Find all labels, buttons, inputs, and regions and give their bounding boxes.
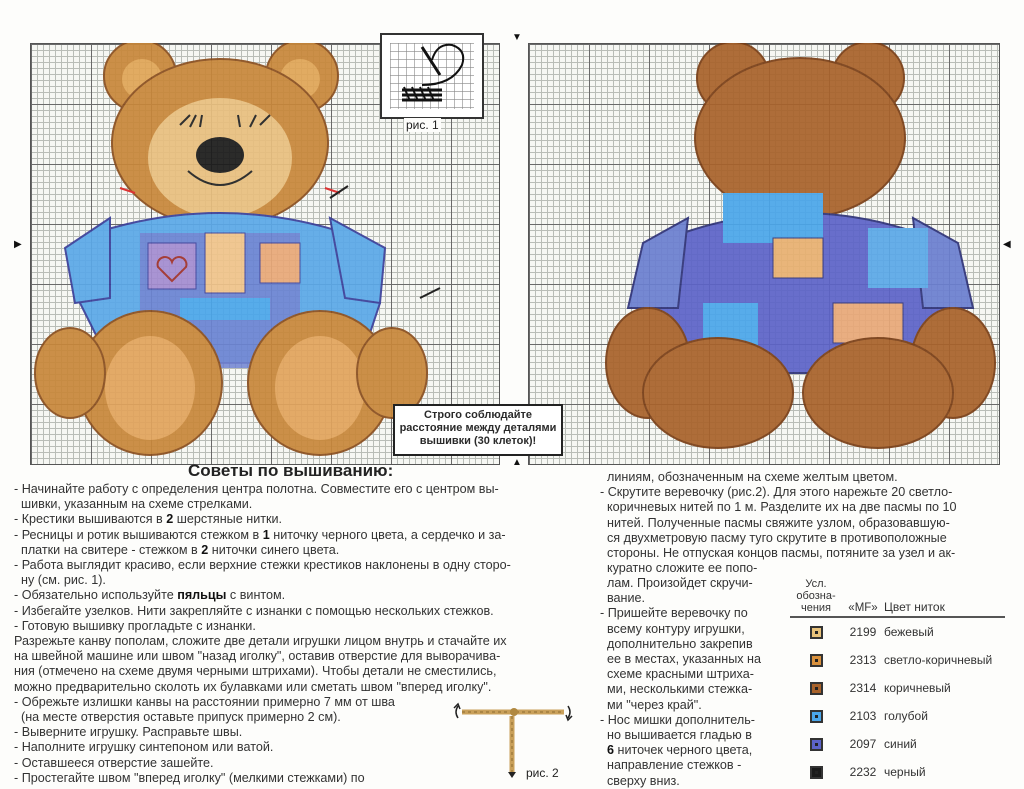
tip-line: лам. Произойдет скручи-	[600, 576, 753, 590]
legend-row	[790, 730, 1005, 758]
legend-row	[790, 618, 1005, 646]
tip-line: - Выверните игрушку. Расправьте швы.	[14, 725, 243, 740]
legend-row	[790, 674, 1005, 702]
tip-line: 6 ниточек черного цвета,	[607, 743, 753, 758]
figure-2-label: рис. 2	[526, 766, 559, 780]
spacing-note	[393, 404, 563, 456]
thread-color-name: коричневый	[884, 681, 951, 695]
tip-line: - Простегайте швом "вперед иголку" (мелкими стежками) по	[14, 770, 365, 785]
tip-line: дополнительно закрепив	[600, 636, 753, 651]
color-swatch	[810, 766, 823, 779]
tip-line: шивки, указанным на схеме стрелками.	[14, 497, 253, 512]
tip-line: (на месте отверстия оставьте припуск примерно 2 см).	[14, 710, 341, 725]
spacing-note-line: Строго соблюдайте	[424, 409, 532, 421]
thread-color-legend	[790, 570, 1005, 786]
center-arrow-left-icon: ▶	[14, 239, 22, 250]
thread-number: 2232	[849, 765, 877, 779]
legend-header	[790, 570, 1005, 618]
thread-number: 2314	[849, 681, 877, 695]
legend-header-symbol: Усл. обозна- чения	[796, 578, 836, 614]
thread-number: 2313	[849, 653, 877, 667]
center-arrow-right-icon: ◀	[1003, 239, 1011, 250]
tip-line: - Скрутите веревочку (рис.2). Для этого нарежьте 20 светло-	[600, 485, 953, 500]
center-arrow-top-icon: ▼	[512, 32, 522, 43]
tips-column-right-top	[600, 470, 1015, 576]
tip-line: - Обрежьте излишки канвы на расстоянии примерно 7 мм от шва	[14, 694, 395, 709]
thread-number: 2199	[849, 625, 877, 639]
tip-line: но вышивается гладью в	[600, 728, 752, 743]
legend-header-mf: «MF»	[848, 602, 878, 614]
color-swatch	[810, 626, 823, 639]
tip-line: - Крестики вышиваются в 2 шерстяные нитки.	[14, 512, 283, 527]
tip-line: схеме красными штриха-	[600, 667, 754, 682]
color-swatch	[810, 654, 823, 667]
thread-color-name: светло-коричневый	[884, 653, 993, 667]
thread-color-name: черный	[884, 765, 926, 779]
color-swatch	[810, 710, 823, 723]
tips-title: Советы по вышиванию:	[188, 461, 394, 480]
tip-line: - Наполните игрушку синтепоном или ватой.	[14, 740, 274, 755]
tip-line: можно предварительно сколоть их булавками или сметать швом "вперед иголку".	[14, 679, 492, 694]
thread-color-name: бежевый	[884, 625, 934, 639]
legend-row	[790, 646, 1005, 674]
tip-line: - Ресницы и ротик вышиваются стежком в 1 ниточку черного цвета, а сердечко и за-	[14, 527, 506, 542]
tip-line: нитей. Полученные пасмы свяжите узлом, образовавшую-	[600, 515, 950, 530]
tip-line: - Оставшееся отверстие зашейте.	[14, 755, 214, 770]
stitch-direction-icon	[382, 35, 482, 117]
spacing-note-line: вышивки (30 клеток)!	[419, 435, 537, 447]
spacing-note-line: расстояние между деталями	[399, 422, 557, 434]
tip-line: - Готовую вышивку прогладьте с изнанки.	[14, 618, 256, 633]
thread-number: 2097	[849, 737, 877, 751]
bear-back-pattern	[528, 43, 998, 463]
tip-line: вание.	[600, 591, 646, 606]
tip-line: коричневых нитей по 1 м. Разделите их на две пасмы по 10	[600, 500, 957, 515]
tip-line: ния (отмечено на схеме двумя черными штрихами). Чтобы детали не сместились,	[14, 664, 497, 679]
tip-line: ее в местах, указанных на	[600, 652, 762, 667]
tip-line: сверху вниз.	[600, 773, 680, 788]
tip-line: - Нос мишки дополнитель-	[600, 712, 755, 727]
tip-line: на швейной машине или швом "назад иголку", оставив отверстие для выворачива-	[14, 649, 501, 664]
tip-line: ся двухметровую пасму туго скрутите в противоположные	[600, 530, 947, 545]
tips-column-right-bottom	[600, 576, 790, 789]
tip-line: ми "через край".	[600, 697, 702, 712]
figure-1-label: рис. 1	[406, 118, 439, 132]
tip-line: - Пришейте веревочку по	[600, 606, 748, 621]
center-arrow-bottom-icon: ▲	[512, 457, 522, 468]
tip-line: линиям, обозначенным на схеме желтым цветом.	[600, 470, 898, 484]
tip-line: - Обязательно используйте пяльцы с винтом.	[14, 588, 286, 603]
tip-line: платки на свитере - стежком в 2 ниточки синего цвета.	[14, 542, 340, 557]
legend-header-color: Цвет ниток	[884, 600, 945, 614]
legend-row	[790, 702, 1005, 730]
thread-number: 2103	[849, 709, 877, 723]
legend-row	[790, 758, 1005, 786]
tip-line: - Начинайте работу с определения центра полотна. Совместите его с центром вы-	[14, 482, 499, 496]
tip-line: всему контуру игрушки,	[600, 621, 745, 636]
thread-color-name: синий	[884, 737, 917, 751]
tip-line: Разрежьте канву пополам, сложите две детали игрушки лицом внутрь и стачайте их	[14, 634, 507, 649]
tip-line: куратно сложите ее попо-	[600, 561, 758, 576]
tip-line: - Избегайте узелков. Нити закрепляйте с изнанки с помощью нескольких стежков.	[14, 603, 494, 618]
thread-color-name: голубой	[884, 709, 928, 723]
figure-1-stitch-diagram	[380, 33, 484, 119]
tip-line: стороны. Не отпуская концов пасмы, потяните за узел и ак-	[600, 546, 956, 561]
tip-line: направление стежков -	[600, 758, 742, 773]
color-swatch	[810, 738, 823, 751]
tip-line: - Работа выглядит красиво, если верхние стежки крестиков наклонены в одну сторо-	[14, 558, 511, 573]
tip-line: ну (см. рис. 1).	[14, 573, 106, 588]
tip-line: ми, несколькими стежка-	[600, 682, 753, 697]
color-swatch	[810, 682, 823, 695]
